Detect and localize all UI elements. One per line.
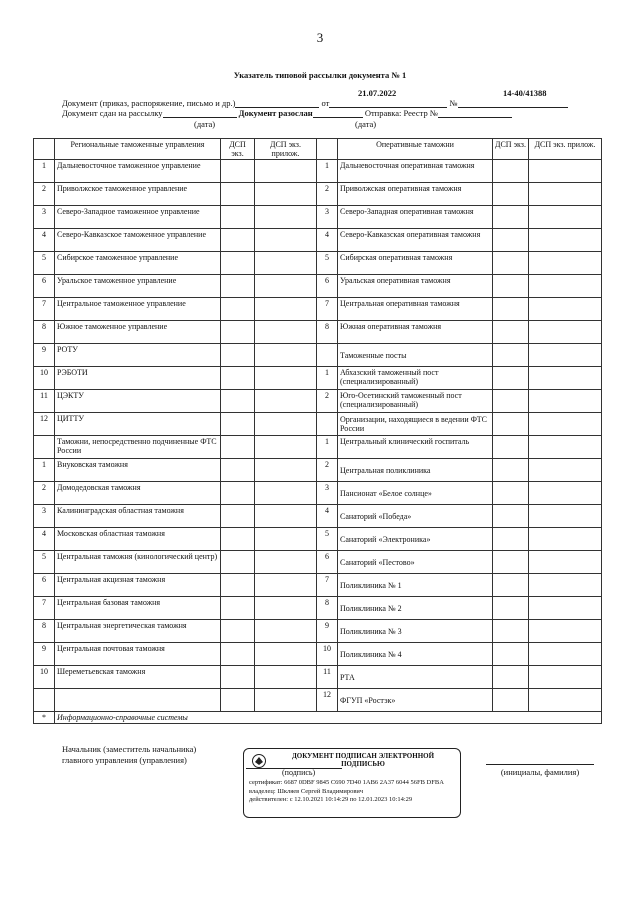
cell-dsp-app-right[interactable] (529, 689, 602, 712)
cell-dsp-app-right[interactable] (529, 160, 602, 183)
date-value (358, 88, 396, 98)
cell-dsp-left[interactable] (221, 298, 255, 321)
cell-regional-name: Сибирское таможенное управление (55, 252, 221, 275)
cell-operational-name: Поликлиника № 1 (338, 574, 493, 597)
cell-regional-name (55, 689, 221, 712)
cell-regional-name: Центральная базовая таможня (55, 597, 221, 620)
cell-operational-name: РТА (338, 666, 493, 689)
emblem-icon (250, 753, 268, 769)
cell-dsp-right[interactable] (493, 321, 529, 344)
cell-num-left: 4 (34, 229, 55, 252)
cell-dsp-app-right[interactable] (529, 597, 602, 620)
cell-dsp-right[interactable] (493, 183, 529, 206)
cell-num-left: 8 (34, 321, 55, 344)
cell-dsp-left[interactable] (221, 597, 255, 620)
signature-position (62, 744, 196, 766)
header-line-1 (62, 98, 568, 108)
table-row (34, 344, 602, 367)
cell-dsp-app-left[interactable] (255, 436, 317, 459)
cell-operational-name: Организации, находящиеся в ведении ФТС России (338, 413, 493, 436)
table-row (34, 160, 602, 183)
submitted-date-field[interactable] (163, 108, 237, 118)
cell-dsp-left[interactable] (221, 505, 255, 528)
table-row (34, 367, 602, 390)
table-row (34, 459, 602, 482)
header-num-right (317, 139, 338, 160)
cell-dsp-app-right[interactable] (529, 229, 602, 252)
cell-operational-name: Дальневосточная оперативная таможня (338, 160, 493, 183)
signature-caption: (подпись) (282, 768, 316, 777)
cell-num-right: 8 (317, 597, 338, 620)
cell-regional-name: Калининградская областная таможня (55, 505, 221, 528)
position-line-1: Начальник (заместитель начальника) (62, 744, 197, 754)
cell-regional-name: Южное таможенное управление (55, 321, 221, 344)
cell-dsp-left[interactable] (221, 620, 255, 643)
initials-caption: (инициалы, фамилия) (500, 767, 580, 777)
cell-num-right (317, 344, 338, 367)
cell-num-right: 1 (317, 160, 338, 183)
cell-dsp-app-left[interactable] (255, 574, 317, 597)
cell-num-left: 8 (34, 620, 55, 643)
cell-regional-name: Московская областная таможня (55, 528, 221, 551)
cell-dsp-left[interactable] (221, 436, 255, 459)
cell-dsp-right[interactable] (493, 597, 529, 620)
cell-dsp-app-right[interactable] (529, 367, 602, 390)
cell-regional-name: Центральная таможня (кинологический центр) (55, 551, 221, 574)
table-row (34, 390, 602, 413)
cell-dsp-app-right[interactable] (529, 620, 602, 643)
cell-num-left: 3 (34, 206, 55, 229)
cell-operational-name: Приволжская оперативная таможня (338, 183, 493, 206)
header-dsp-left: ДСП экз. (221, 139, 255, 160)
cell-regional-name: Дальневосточное таможенное управление (55, 160, 221, 183)
header-num-left (34, 139, 55, 160)
cell-dsp-left[interactable] (221, 551, 255, 574)
submitted-label: Документ сдан на рассылку (62, 108, 163, 118)
cell-dsp-right[interactable] (493, 413, 529, 436)
cell-regional-name: Северо-Кавказское таможенное управление (55, 229, 221, 252)
cell-num-left: 10 (34, 367, 55, 390)
cell-num-right: 10 (317, 643, 338, 666)
sent-date-field[interactable] (313, 108, 363, 118)
cell-num-right: 7 (317, 298, 338, 321)
registry-field[interactable] (438, 108, 512, 118)
document-type-field[interactable] (235, 98, 319, 108)
cell-dsp-app-left[interactable] (255, 413, 317, 436)
cell-dsp-right[interactable] (493, 229, 529, 252)
stamp-title-1: ДОКУМЕНТ ПОДПИСАН ЭЛЕКТРОННОЙ (291, 752, 435, 760)
cell-dsp-app-right[interactable] (529, 275, 602, 298)
cell-num-right: 2 (317, 459, 338, 482)
table-row (34, 666, 602, 689)
cell-dsp-left[interactable] (221, 275, 255, 298)
cell-dsp-app-left[interactable] (255, 666, 317, 689)
table-row (34, 436, 602, 459)
cell-dsp-right[interactable] (493, 390, 529, 413)
cell-dsp-app-left[interactable] (255, 160, 317, 183)
cell-dsp-app-right[interactable] (529, 298, 602, 321)
cell-dsp-left[interactable] (221, 413, 255, 436)
cell-num-left: 5 (34, 551, 55, 574)
cell-dsp-left[interactable] (221, 321, 255, 344)
cell-dsp-right[interactable] (493, 436, 529, 459)
header-operational: Оперативные таможни (338, 139, 493, 160)
cell-dsp-right[interactable] (493, 344, 529, 367)
cell-dsp-right[interactable] (493, 367, 529, 390)
cell-operational-name: Абхазский таможенный пост (специализированный) (338, 367, 493, 390)
cell-num-right: 12 (317, 689, 338, 712)
cell-dsp-left[interactable] (221, 252, 255, 275)
dispatch-label: Отправка: (364, 108, 402, 118)
cell-operational-name: Северо-Западная оперативная таможня (338, 206, 493, 229)
cell-dsp-right[interactable] (493, 643, 529, 666)
cell-dsp-app-right[interactable] (529, 551, 602, 574)
cell-dsp-right[interactable] (493, 206, 529, 229)
date-field[interactable] (329, 98, 447, 108)
header-dsp-app-left: ДСП экз. прилож. (255, 139, 317, 160)
cell-regional-name: Центральная акцизная таможня (55, 574, 221, 597)
cell-num-left: 2 (34, 183, 55, 206)
registry-label: Реестр № (403, 108, 438, 118)
cell-num-right: 6 (317, 551, 338, 574)
cell-num-right: 5 (317, 528, 338, 551)
cell-num-right: 2 (317, 390, 338, 413)
cell-dsp-left[interactable] (221, 229, 255, 252)
sent-label: Документ разослан (238, 108, 313, 118)
cell-regional-name: РОТУ (55, 344, 221, 367)
table-row (34, 643, 602, 666)
cell-num-left: 7 (34, 298, 55, 321)
cell-operational-name: ФГУП «Ростэк» (338, 689, 493, 712)
cell-num-left: 7 (34, 597, 55, 620)
cell-dsp-app-right[interactable] (529, 482, 602, 505)
cell-regional-name: Уральское таможенное управление (55, 275, 221, 298)
cell-dsp-app-right[interactable] (529, 206, 602, 229)
cell-dsp-left[interactable] (221, 666, 255, 689)
cell-dsp-app-right[interactable] (529, 252, 602, 275)
number-text: 14-40/41388 (503, 88, 547, 98)
table-row (34, 505, 602, 528)
cell-regional-name: Центральное таможенное управление (55, 298, 221, 321)
cell-dsp-app-left[interactable] (255, 206, 317, 229)
cell-dsp-left[interactable] (221, 183, 255, 206)
document-title: Указатель типовой рассылки документа № 1 (233, 70, 407, 80)
cell-operational-name: Таможенные посты (338, 344, 493, 367)
table-footer-row (34, 712, 602, 724)
cell-operational-name: Санаторий «Победа» (338, 505, 493, 528)
footer-text: Информационно-справочные системы (55, 712, 602, 724)
table-row (34, 298, 602, 321)
cell-dsp-app-left[interactable] (255, 298, 317, 321)
cell-dsp-app-left[interactable] (255, 482, 317, 505)
cell-dsp-right[interactable] (493, 551, 529, 574)
cell-dsp-app-right[interactable] (529, 390, 602, 413)
cell-dsp-app-left[interactable] (255, 528, 317, 551)
cell-num-left: 9 (34, 643, 55, 666)
stamp-certificate: сертификат: 6687 0DBF 9845 C690 7D40 1AB6 2A37 6044 56FB DFBA (249, 779, 444, 786)
from-label: от (321, 98, 330, 108)
cell-regional-name: Внуковская таможня (55, 459, 221, 482)
cell-operational-name: Пансионат «Белое солнце» (338, 482, 493, 505)
cell-operational-name: Санаторий «Пестово» (338, 551, 493, 574)
cell-num-left: 10 (34, 666, 55, 689)
cell-dsp-right[interactable] (493, 528, 529, 551)
cell-num-left: 9 (34, 344, 55, 367)
cell-dsp-app-right[interactable] (529, 344, 602, 367)
cell-dsp-left[interactable] (221, 206, 255, 229)
cell-dsp-app-right[interactable] (529, 528, 602, 551)
cell-dsp-app-left[interactable] (255, 505, 317, 528)
cell-dsp-right[interactable] (493, 275, 529, 298)
cell-num-left: 1 (34, 160, 55, 183)
cell-dsp-left[interactable] (221, 160, 255, 183)
cell-num-left: 5 (34, 252, 55, 275)
number-label: № (449, 98, 458, 108)
table-row (34, 206, 602, 229)
cell-operational-name: Юго-Осетинский таможенный пост (специализированный) (338, 390, 493, 413)
cell-dsp-right[interactable] (493, 482, 529, 505)
cell-regional-name: Центральная почтовая таможня (55, 643, 221, 666)
cell-dsp-left[interactable] (221, 528, 255, 551)
cell-dsp-right[interactable] (493, 298, 529, 321)
cell-operational-name: Южная оперативная таможня (338, 321, 493, 344)
position-line-2: главного управления (управления) (62, 755, 187, 765)
cell-num-left: 1 (34, 459, 55, 482)
cell-dsp-left[interactable] (221, 574, 255, 597)
cell-num-left (34, 436, 55, 459)
number-value (503, 88, 546, 98)
cell-operational-name: Центральная оперативная таможня (338, 298, 493, 321)
cell-dsp-right[interactable] (493, 620, 529, 643)
cell-operational-name: Сибирская оперативная таможня (338, 252, 493, 275)
cell-num-right: 4 (317, 229, 338, 252)
cell-dsp-app-left[interactable] (255, 551, 317, 574)
cell-dsp-app-left[interactable] (255, 275, 317, 298)
initials-line (486, 764, 594, 765)
cell-num-right: 2 (317, 183, 338, 206)
cell-dsp-app-right[interactable] (529, 413, 602, 436)
date-text: 21.07.2022 (358, 88, 397, 98)
cell-num-left (34, 689, 55, 712)
stamp-owner: владелец: Шкляев Сергей Владимирович (249, 787, 364, 795)
cell-num-right: 5 (317, 252, 338, 275)
cell-dsp-left[interactable] (221, 390, 255, 413)
header-regional: Региональные таможенные управления (55, 139, 221, 160)
cell-dsp-right[interactable] (493, 689, 529, 712)
cell-dsp-app-left[interactable] (255, 229, 317, 252)
cell-dsp-left[interactable] (221, 459, 255, 482)
cell-num-left: 6 (34, 574, 55, 597)
table-row (34, 689, 602, 712)
cell-num-right: 1 (317, 436, 338, 459)
cell-dsp-app-right[interactable] (529, 505, 602, 528)
table-row (34, 321, 602, 344)
cell-dsp-app-right[interactable] (529, 183, 602, 206)
cell-dsp-left[interactable] (221, 482, 255, 505)
cell-operational-name: Поликлиника № 2 (338, 597, 493, 620)
cell-regional-name: Северо-Западное таможенное управление (55, 206, 221, 229)
cell-regional-name: ЦЭКТУ (55, 390, 221, 413)
cell-operational-name: Центральная поликлиника (338, 459, 493, 482)
cell-num-left: 3 (34, 505, 55, 528)
table-row (34, 551, 602, 574)
cell-operational-name: Санаторий «Электроника» (338, 528, 493, 551)
cell-num-right: 8 (317, 321, 338, 344)
stamp-body (249, 779, 454, 805)
table-row (34, 229, 602, 252)
footer-mark: * (34, 712, 55, 724)
cell-dsp-app-right[interactable] (529, 574, 602, 597)
cell-dsp-app-left[interactable] (255, 183, 317, 206)
cell-operational-name: Поликлиника № 4 (338, 643, 493, 666)
cell-num-right: 7 (317, 574, 338, 597)
cell-num-right: 9 (317, 620, 338, 643)
page-number: 3 (316, 30, 324, 45)
document-type-label: Документ (приказ, распоряжение, письмо и др.) (62, 98, 236, 108)
cell-regional-name: Домодедовская таможня (55, 482, 221, 505)
cell-dsp-right[interactable] (493, 459, 529, 482)
cell-dsp-right[interactable] (493, 666, 529, 689)
cell-dsp-app-right[interactable] (529, 436, 602, 459)
cell-dsp-right[interactable] (493, 505, 529, 528)
table-row (34, 528, 602, 551)
table-row (34, 597, 602, 620)
cell-dsp-app-left[interactable] (255, 620, 317, 643)
cell-dsp-right[interactable] (493, 252, 529, 275)
cell-dsp-app-left[interactable] (255, 597, 317, 620)
cell-num-right: 6 (317, 275, 338, 298)
cell-num-left: 6 (34, 275, 55, 298)
cell-regional-name: ЦИТТУ (55, 413, 221, 436)
table-row (34, 413, 602, 436)
cell-dsp-app-left[interactable] (255, 390, 317, 413)
cell-dsp-app-left[interactable] (255, 689, 317, 712)
cell-dsp-app-left[interactable] (255, 344, 317, 367)
cell-dsp-app-right[interactable] (529, 321, 602, 344)
cell-dsp-app-right[interactable] (529, 666, 602, 689)
distribution-table (33, 138, 602, 724)
table-row (34, 252, 602, 275)
cell-num-left: 12 (34, 413, 55, 436)
cell-dsp-left[interactable] (221, 689, 255, 712)
stamp-title-2: ПОДПИСЬЮ (341, 760, 385, 768)
cell-dsp-app-right[interactable] (529, 643, 602, 666)
stamp-validity: действителен: с 12.10.2021 10:14:29 по 12.01.2023 10:14:29 (249, 796, 413, 803)
header-dsp-right: ДСП экз. (493, 139, 529, 160)
cell-dsp-app-left[interactable] (255, 459, 317, 482)
number-field[interactable] (458, 98, 568, 108)
cell-operational-name: Поликлиника № 3 (338, 620, 493, 643)
date-caption-1: (дата) (194, 119, 216, 129)
cell-num-left: 11 (34, 390, 55, 413)
cell-regional-name: Центральная энергетическая таможня (55, 620, 221, 643)
cell-num-right: 4 (317, 505, 338, 528)
cell-dsp-right[interactable] (493, 160, 529, 183)
cell-dsp-left[interactable] (221, 367, 255, 390)
table-row (34, 275, 602, 298)
cell-num-right: 3 (317, 206, 338, 229)
cell-regional-name: Таможни, непосредственно подчиненные ФТС России (55, 436, 221, 459)
cell-operational-name: Центральный клинический госпиталь (338, 436, 493, 459)
cell-regional-name: Приволжское таможенное управление (55, 183, 221, 206)
header-dsp-app-right: ДСП экз. прилож. (529, 139, 602, 160)
table-row (34, 183, 602, 206)
cell-dsp-app-left[interactable] (255, 321, 317, 344)
cell-dsp-app-left[interactable] (255, 643, 317, 666)
cell-dsp-app-right[interactable] (529, 459, 602, 482)
cell-num-right: 1 (317, 367, 338, 390)
cell-operational-name: Уральская оперативная таможня (338, 275, 493, 298)
cell-num-left: 4 (34, 528, 55, 551)
table-row (34, 482, 602, 505)
cell-regional-name: РЭБОТИ (55, 367, 221, 390)
cell-num-right: 3 (317, 482, 338, 505)
table-row (34, 574, 602, 597)
cell-num-right: 11 (317, 666, 338, 689)
cell-dsp-left[interactable] (221, 643, 255, 666)
cell-num-left: 2 (34, 482, 55, 505)
e-signature-stamp (243, 748, 461, 818)
cell-regional-name: Шереметьевская таможня (55, 666, 221, 689)
table-row (34, 620, 602, 643)
header-line-2 (62, 108, 512, 118)
table-header-row (34, 139, 602, 160)
cell-dsp-app-left[interactable] (255, 252, 317, 275)
cell-dsp-app-left[interactable] (255, 367, 317, 390)
cell-dsp-right[interactable] (493, 574, 529, 597)
cell-num-right (317, 413, 338, 436)
cell-dsp-left[interactable] (221, 344, 255, 367)
cell-operational-name: Северо-Кавказская оперативная таможня (338, 229, 493, 252)
date-caption-2: (дата) (355, 119, 377, 129)
